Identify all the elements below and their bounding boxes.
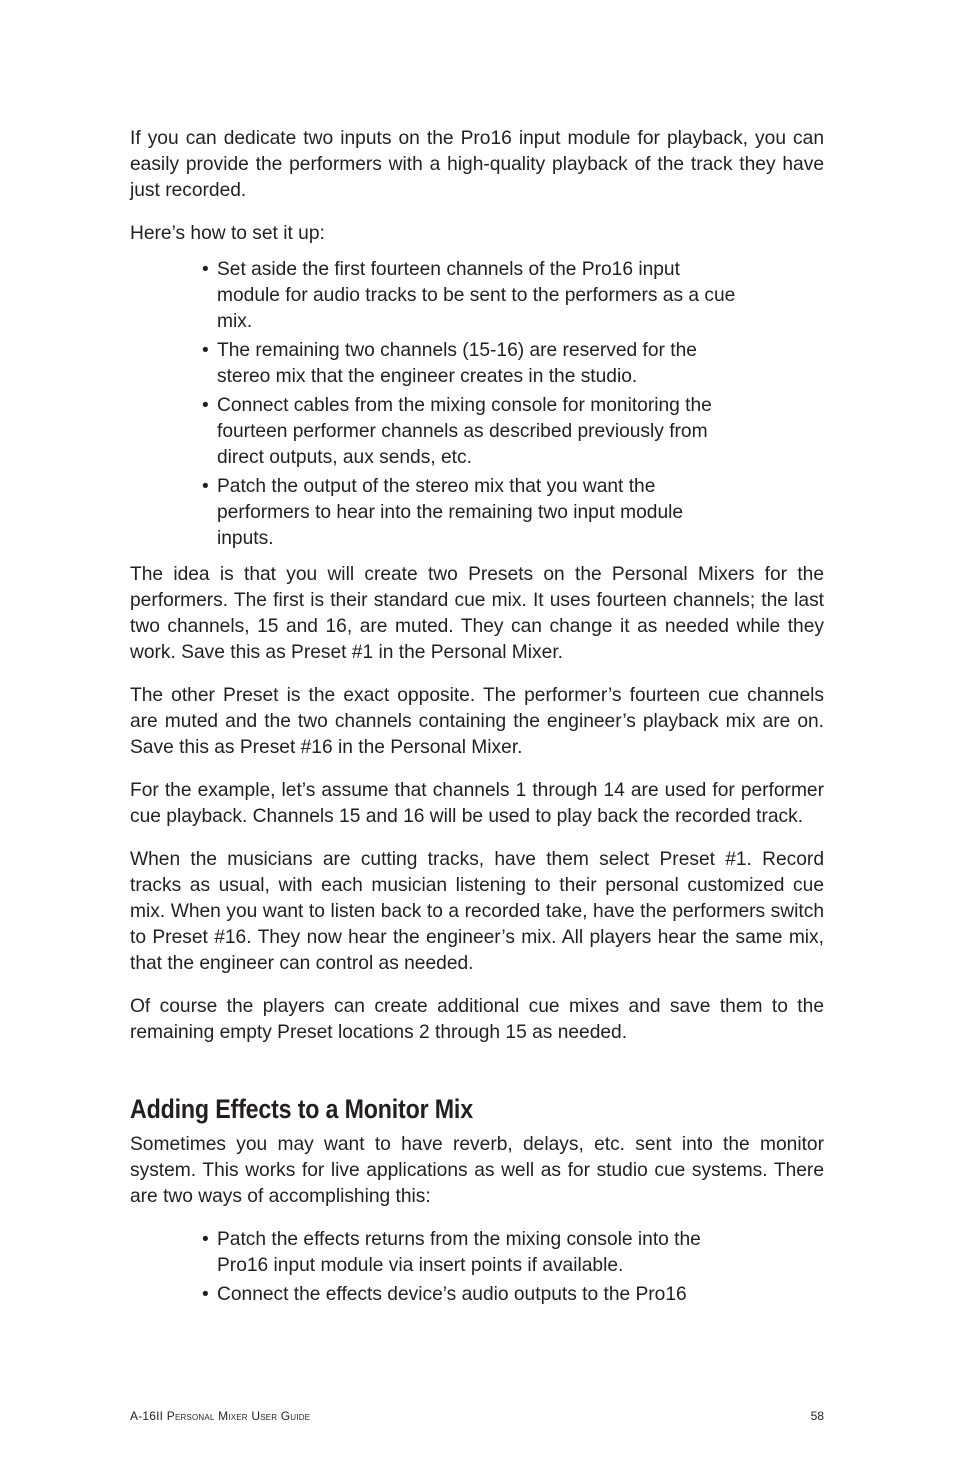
list-item: • Connect cables from the mixing console for monitoring the fourteen performer channels as described previously from direct outputs, aux sends, etc. [202,393,742,471]
page-number: 58 [810,1409,824,1423]
paragraph-cutting-tracks: When the musicians are cutting tracks, have them select Preset #1. Record tracks as usual, with each musician listening to their personal customized cue mix. When you want to listen back to a recorded take, have the performers switch to Preset #16. They now hear the engineer’s mix. All players hear the same mix, that the engineer can control as needed. [130,849,824,974]
section-heading: Adding Effects to a Monitor Mix [130,1094,473,1124]
paragraph-other-preset: The other Preset is the exact opposite. The performer’s fourteen cue channels are muted and the two channels containing the engineer’s playback mix are on. Save this as Preset #16 in the Personal Mixer. [130,685,824,758]
list-item: • Patch the output of the stereo mix that you want the performers to hear into the remaining two input module inputs. [202,474,742,552]
paragraph-additional-mixes: Of course the players can create additional cue mixes and save them to the remaining empty Preset locations 2 through 15 as needed. [130,996,824,1043]
effects-bullet-list [130,1227,742,1308]
setup-bullet-list [130,257,742,552]
paragraph-example: For the example, let’s assume that channels 1 through 14 are used for performer cue playback. Channels 15 and 16 will be used to play back the recorded track. [130,780,824,827]
paragraph-presets-idea: The idea is that you will create two Presets on the Personal Mixers for the performers. The first is their standard cue mix. It uses fourteen channels; the last two channels, 15 and 16, are muted. They can change it as needed while they work. Save this as Preset #1 in the Personal Mixer. [130,564,824,663]
list-item: • The remaining two channels (15-16) are reserved for the stereo mix that the engineer creates in the studio. [202,338,742,390]
paragraph-playback-intro: If you can dedicate two inputs on the Pro16 input module for playback, you can easily provide the performers with a high-quality playback of the track they have just recorded. [130,128,824,201]
footer-guide-title: A-16II Personal Mixer User Guide [130,1409,311,1423]
paragraph-effects-intro: Sometimes you may want to have reverb, delays, etc. sent into the monitor system. This works for live applications as well as for studio cue systems. There are two ways of accomplishing this: [130,1134,824,1207]
list-item: • Set aside the first fourteen channels of the Pro16 input module for audio tracks to be sent to the performers as a cue mix. [202,257,742,335]
list-item: • Patch the effects returns from the mixing console into the Pro16 input module via insert points if available. [202,1227,742,1279]
page-body [130,126,824,1318]
list-item: • Connect the effects device’s audio outputs to the Pro16 [202,1282,742,1308]
paragraph-setup-lead: Here’s how to set it up: [130,223,325,244]
